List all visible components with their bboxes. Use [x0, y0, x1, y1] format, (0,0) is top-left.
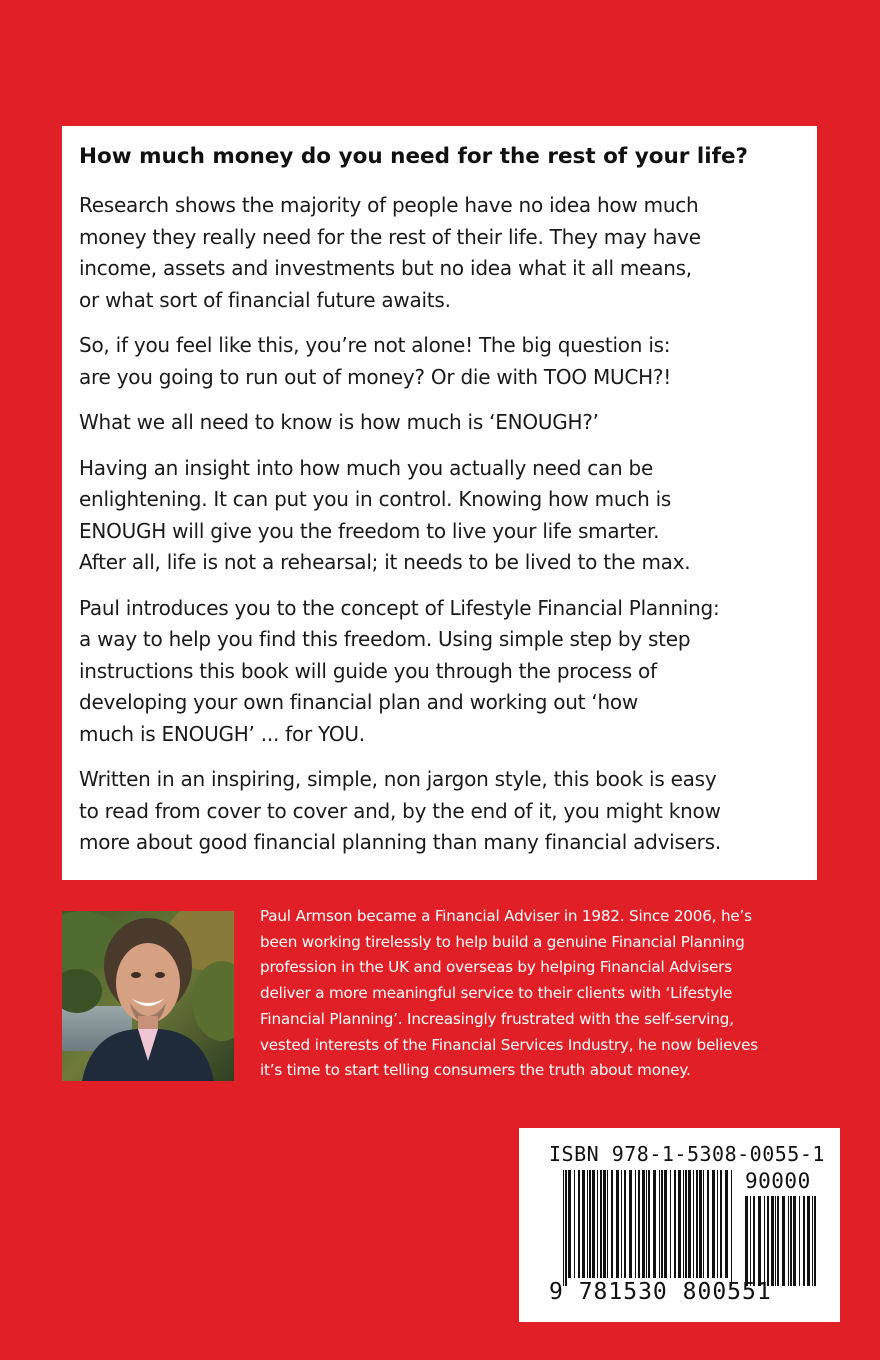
barcode-bar [771, 1196, 774, 1286]
barcode-bar [712, 1170, 715, 1278]
barcode-bar [648, 1170, 650, 1278]
barcode-bar [638, 1170, 640, 1278]
barcode-bar [653, 1170, 656, 1278]
barcode-bar [799, 1196, 800, 1286]
barcode-bar [621, 1170, 622, 1278]
price-addon-code: 90000 [745, 1169, 811, 1193]
ean-digits: 9 781530 800551 [549, 1279, 772, 1305]
barcode-bar [600, 1170, 602, 1278]
blurb-heading: How much money do you need for the rest of your life? [79, 144, 749, 169]
barcode-bar [814, 1196, 816, 1286]
barcode-bar [678, 1170, 681, 1278]
barcode-bar [758, 1196, 761, 1286]
blurb-paragraph: So, if you feel like this, you’re not alone! The big question is: are you going to run out of money? Or die with TOO MUCH?! [79, 333, 672, 389]
barcode-bar [745, 1196, 748, 1286]
blurb-paragraph: What we all need to know is how much is ‘ENOUGH?’ [79, 410, 599, 434]
barcode-bar [790, 1196, 792, 1286]
barcode-bar [565, 1170, 567, 1286]
blurb-paragraph: Written in an inspiring, simple, non jargon style, this book is easy to read from cover to cover and, by the end of it, you might know more about good financial planning than many financial advisers. [79, 767, 721, 854]
barcode-bar [568, 1170, 571, 1278]
barcode-bar [587, 1170, 588, 1278]
barcode-bar [683, 1170, 684, 1278]
barcode-bar [793, 1196, 796, 1286]
barcode-bar [664, 1170, 667, 1278]
barcode-bar [635, 1170, 636, 1278]
barcode-bar [603, 1170, 606, 1278]
barcode-bar [803, 1196, 805, 1286]
barcode-bar [807, 1196, 810, 1286]
author-portrait-illustration [62, 911, 234, 1081]
barcode-bar [699, 1170, 702, 1278]
barcode-bar [611, 1170, 613, 1278]
barcode-bar [659, 1170, 660, 1278]
blurb-paragraph: Having an insight into how much you actually need can be enlightening. It can put you in control. Knowing how much is ENOUGH will give you the freedom to live your life smarter. After all, life is not a rehearsal; it needs to be lived to the max. [79, 455, 691, 574]
barcode-bar [767, 1196, 769, 1286]
barcode-bar [597, 1170, 598, 1278]
barcode-bar [696, 1170, 698, 1278]
barcode-bar [592, 1170, 595, 1278]
barcode-bar [616, 1170, 619, 1278]
barcode-bar [782, 1196, 785, 1286]
barcode-bar [788, 1196, 789, 1286]
barcode-bar [578, 1170, 580, 1278]
barcode-bar [646, 1170, 647, 1278]
barcode-bar [629, 1170, 632, 1278]
barcode-bar [674, 1170, 676, 1278]
blurb-paragraph: Research shows the majority of people have no idea how much money they really need for the rest of their life. They may have income, assets and investments but no idea what it all means, or what sort of financial future awaits. [79, 193, 701, 312]
blurb-panel [62, 126, 817, 880]
blurb-paragraph: Paul introduces you to the concept of Lifestyle Financial Planning: a way to help you find this freedom. Using simple step by step instructions this book will guide you through the process of developing your own financial plan and working out ‘how much is ENOUGH’ ... for YOU. [79, 595, 720, 746]
author-photo [62, 911, 234, 1081]
isbn-label: ISBN 978-1-5308-0055-1 [549, 1142, 825, 1166]
barcode-bar [725, 1170, 728, 1278]
barcode-panel [519, 1128, 840, 1322]
barcode-bar [563, 1170, 564, 1286]
barcode-bar [812, 1196, 813, 1286]
barcode-bar [717, 1170, 718, 1278]
barcode-bar [685, 1170, 687, 1278]
barcode-bar [642, 1170, 645, 1278]
barcode-bar [589, 1170, 591, 1278]
barcode-bar [703, 1170, 704, 1278]
barcode-bar [750, 1196, 751, 1286]
barcode-bar [777, 1196, 779, 1286]
barcode-bar [775, 1196, 776, 1286]
barcode-bar [688, 1170, 691, 1278]
barcode-bar [582, 1170, 585, 1278]
barcode-bar [753, 1196, 755, 1286]
barcode-bar [764, 1196, 765, 1286]
barcode-bar [607, 1170, 608, 1278]
barcode-bar [624, 1170, 626, 1278]
barcode-bar [574, 1170, 575, 1278]
author-bio: Paul Armson became a Financial Adviser in 1982. Since 2006, he’s been working tirelessly to help build a genuine Financial Planning profession in the UK and overseas by helping Financial Advisers deliver a more meaningful service to their clients with ‘Lifestyle Financial Planning’. Increasingly frustrated with the self-serving, vested interests of the Financial Services Industry, he now believes it’s time to start telling consumers the truth about money. [260, 907, 758, 1080]
barcode-bar [720, 1170, 722, 1278]
barcode-bar [693, 1170, 694, 1278]
barcode-bar [661, 1170, 663, 1278]
barcode-bar [670, 1170, 671, 1278]
barcode-bar [731, 1170, 732, 1286]
barcode-bar [707, 1170, 709, 1278]
